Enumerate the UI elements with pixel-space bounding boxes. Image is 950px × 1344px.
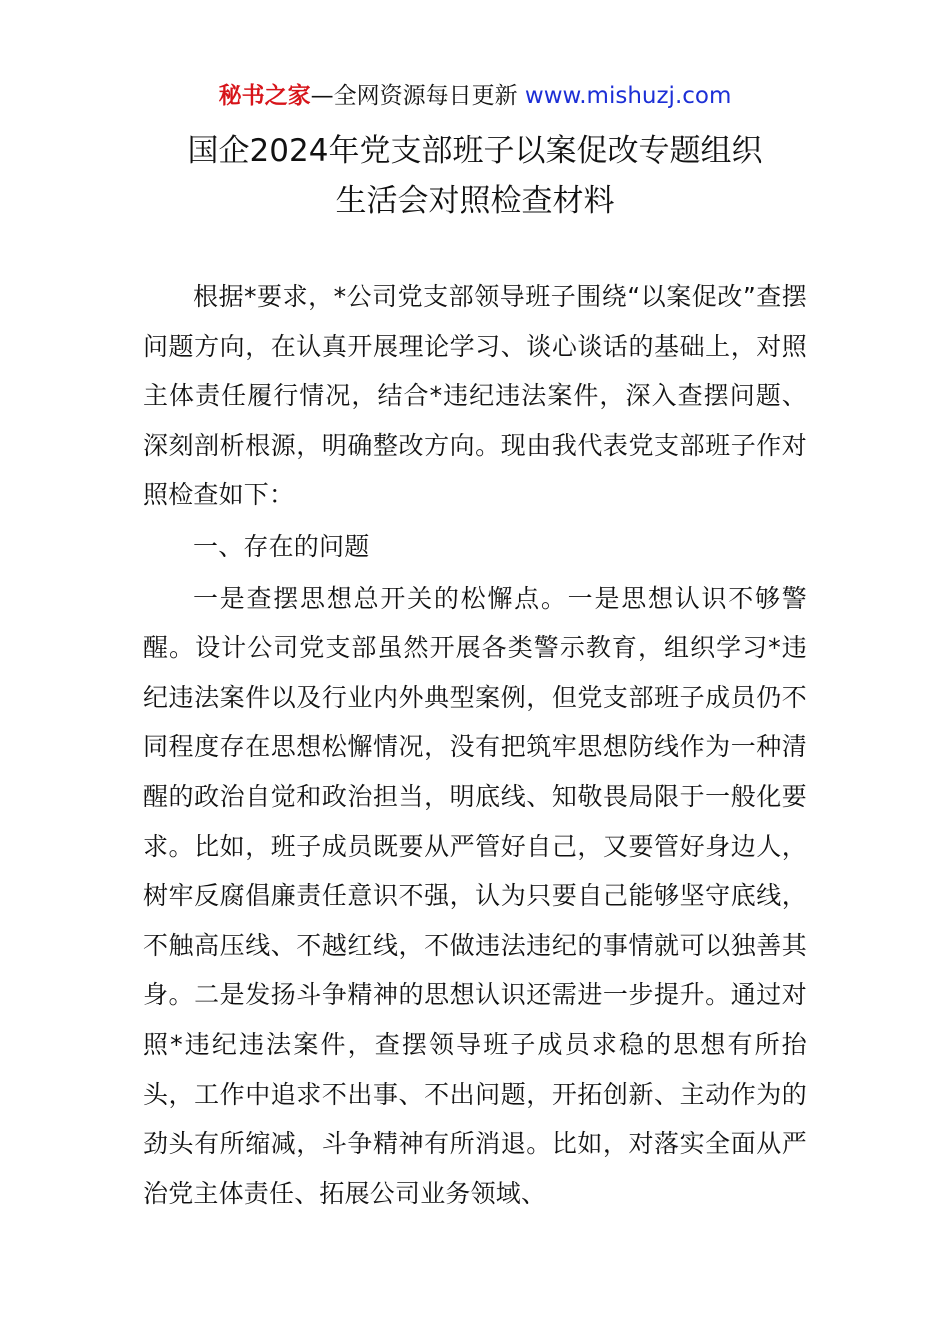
site-header bbox=[0, 80, 950, 112]
site-url-link[interactable]: www.mishuzj.com bbox=[524, 83, 732, 109]
body-paragraph-problems: 一是查摆思想总开关的松懈点。一是思想认识不够警醒。设计公司党支部虽然开展各类警示教育，组织学习*违纪违法案件以及行业内外典型案例，但党支部班子成员仍不同程度存在思想松懈情况，没有把筑牢思想防线作为一种清醒的政治自觉和政治担当，明底线、知敬畏局限于一般化要求。比如，班子成员既要从严管好自己，又要管好身边人，树牢反腐倡廉责任意识不强，认为只要自己能够坚守底线，不触高压线、不越红线，不做违法违纪的事情就可以独善其身。二是发扬斗争精神的思想认识还需进一步提升。通过对照*违纪违法案件，查摆领导班子成员求稳的思想有所抬头，工作中追求不出事、不出问题，开拓创新、主动作为的劲头有所缩减，斗争精神有所消退。比如，对落实全面从严治党主体责任、拓展公司业务领域、 bbox=[143, 583, 807, 1208]
document-body bbox=[143, 272, 807, 1218]
document-title bbox=[0, 126, 950, 226]
body-paragraph-intro: 根据*要求，*公司党支部领导班子围绕“以案促改”查摆问题方向，在认真开展理论学习、谈心谈话的基础上，对照主体责任履行情况，结合*违纪违法案件，深入查摆问题、深刻剖析根源，明确整改方向。现由我代表党支部班子作对照检查如下： bbox=[143, 282, 807, 510]
section-heading: 一、存在的问题 bbox=[193, 531, 370, 561]
document-title-line-1: 国企2024年党支部班子以案促改专题组织 bbox=[187, 133, 763, 169]
document-title-line-2: 生活会对照检查材料 bbox=[335, 183, 615, 219]
site-tagline: —全网资源每日更新 bbox=[310, 83, 525, 109]
site-name: 秘书之家 bbox=[218, 83, 311, 109]
